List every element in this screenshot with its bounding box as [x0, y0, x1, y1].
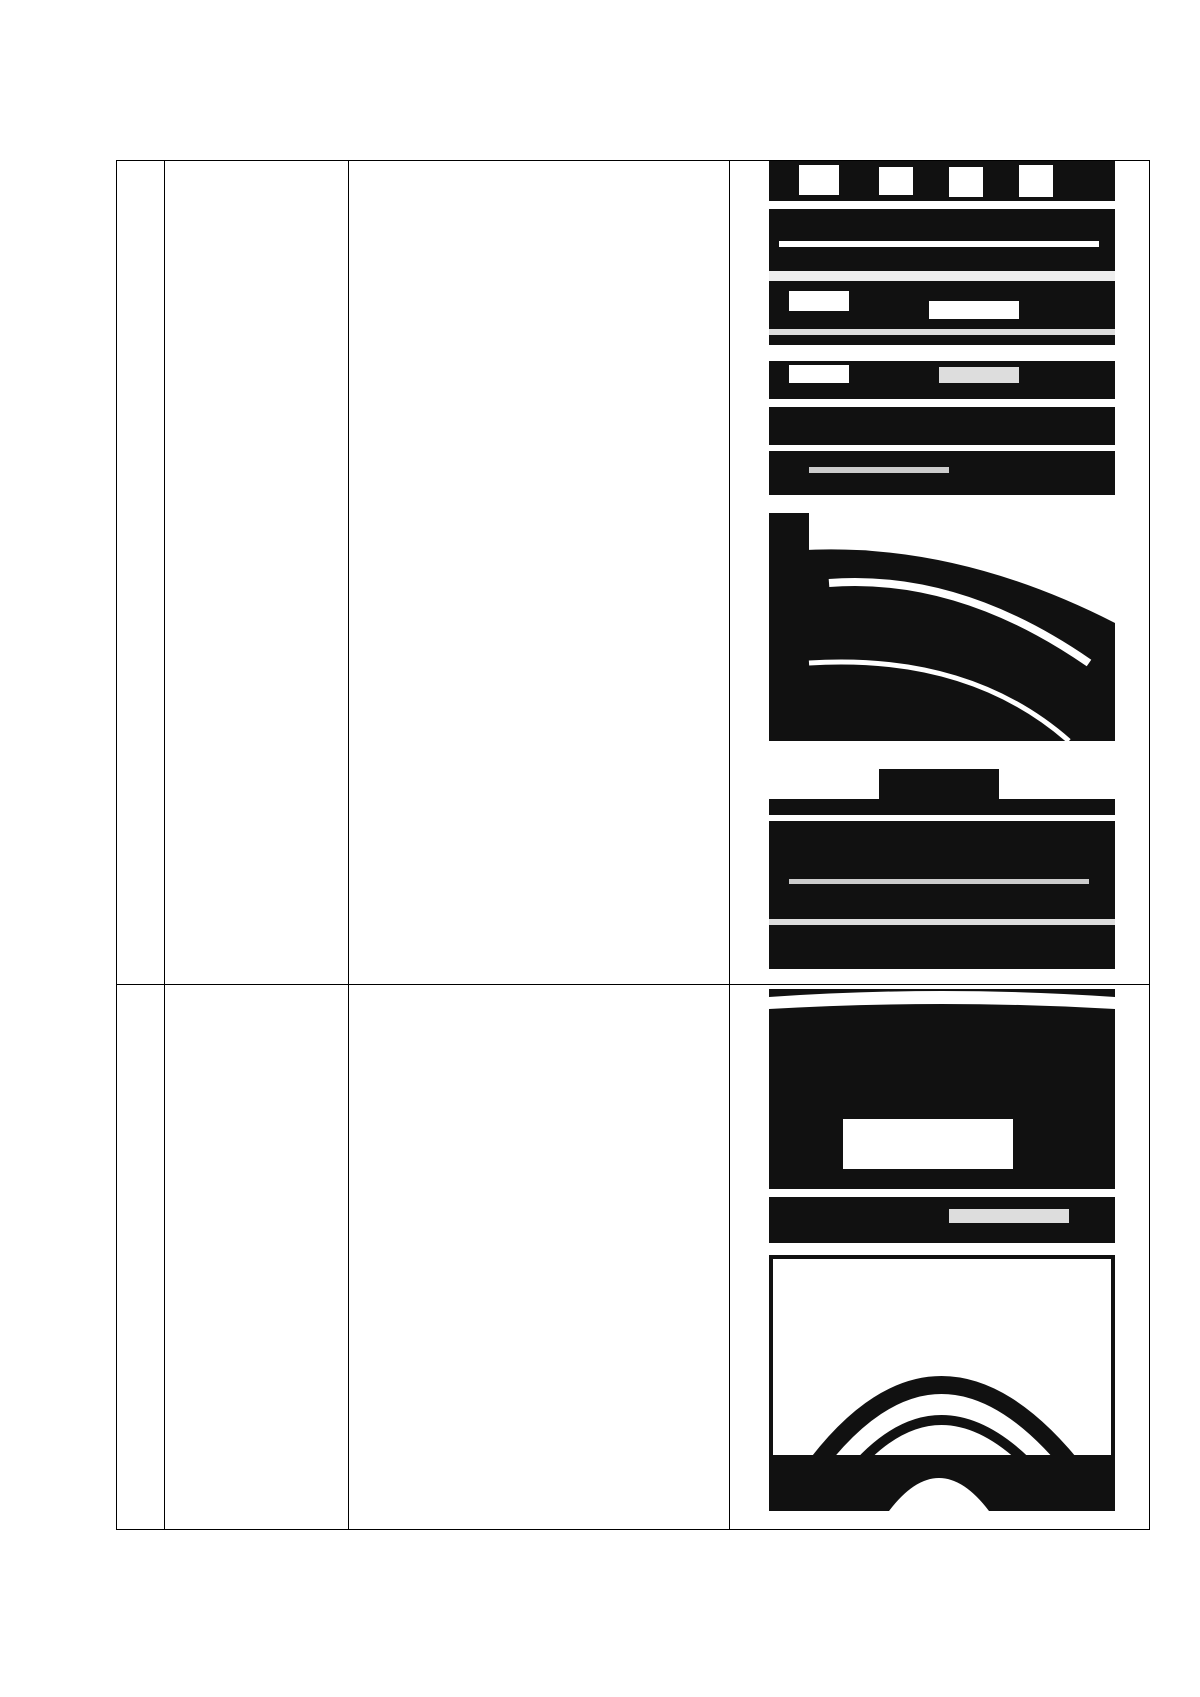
column-divider [164, 161, 165, 1529]
window-frieze-photo-icon [769, 161, 1115, 345]
heritage-table [116, 160, 1150, 1530]
crowning-cornice-photo-icon [769, 759, 1115, 969]
row-divider [117, 984, 1149, 985]
column-divider [348, 161, 349, 1529]
ceiling-photo-icon [769, 1255, 1115, 1511]
machicolation-frieze-photo-icon [769, 513, 1115, 741]
column-divider [729, 161, 730, 1529]
cornice-photo-icon [769, 361, 1115, 495]
transom-photo-icon [769, 989, 1115, 1243]
